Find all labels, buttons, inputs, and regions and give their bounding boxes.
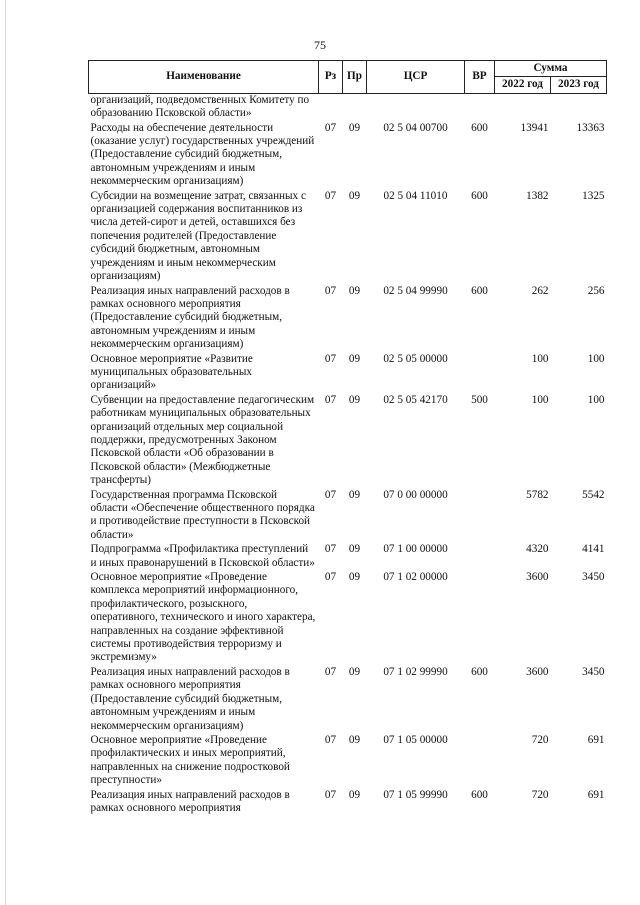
- table-row: [89, 571, 607, 666]
- header-2022: 2022 год: [495, 77, 551, 93]
- header-2023: 2023 год: [551, 77, 607, 93]
- table-row: [89, 285, 607, 353]
- cell-s2022: 3600: [526, 665, 549, 678]
- cell-s2022: 4320: [526, 543, 549, 556]
- cell-pr: 09: [348, 543, 361, 556]
- cell-rz: 07: [324, 284, 337, 297]
- cell-rz: 07: [324, 121, 337, 134]
- cell-s2022: [495, 93, 551, 121]
- cell-csr: [367, 93, 465, 121]
- cell-name: Субвенции на предоставление педагогическим работникам муниципальных образовательных организаций отдельных мер социальной поддержки, предусмотренных Законом Псковской области «Об образовании в Псковской области» (Межбюджетные трансферты): [90, 393, 315, 487]
- cell-pr: 09: [348, 121, 361, 134]
- cell-pr: 09: [348, 284, 361, 297]
- cell-csr: 02 5 05 42170: [383, 393, 448, 406]
- cell-s2023: 4141: [582, 543, 605, 556]
- cell-s2022: 720: [531, 733, 549, 746]
- cell-pr: 09: [348, 352, 361, 365]
- cell-vr: 600: [471, 788, 488, 801]
- cell-rz: 07: [324, 189, 337, 202]
- cell-s2022: 5782: [526, 488, 549, 501]
- cell-s2023: 691: [587, 788, 605, 801]
- header-pr: Пр: [343, 61, 367, 94]
- cell-vr: 600: [471, 121, 488, 134]
- budget-table: [88, 60, 607, 816]
- cell-csr: 07 1 05 99990: [383, 788, 448, 801]
- cell-rz: 07: [324, 788, 337, 801]
- cell-name: Реализация иных направлений расходов в рамках основного мероприятия (Предоставление субсидий бюджетным, автономным учреждениям и иным некоммерческим организациям): [90, 284, 290, 351]
- cell-s2022: 100: [531, 352, 549, 365]
- cell-pr: 09: [348, 788, 361, 801]
- cell-csr: 07 0 00 00000: [383, 488, 448, 501]
- cell-csr: 02 5 04 00700: [383, 121, 448, 134]
- cell-s2023: 5542: [582, 488, 605, 501]
- header-csr: ЦСР: [367, 61, 465, 94]
- cell-csr: 02 5 04 11010: [383, 189, 448, 202]
- cell-s2023: 13363: [576, 121, 605, 134]
- cell-vr: 500: [471, 393, 488, 406]
- table-row: [89, 543, 607, 571]
- cell-name: Основное мероприятие «Проведение профилактических и иных мероприятий, направленных на снижение подростковой преступности»: [90, 733, 290, 787]
- cell-rz: 07: [324, 352, 337, 365]
- cell-pr: 09: [348, 189, 361, 202]
- cell-pr: 09: [348, 571, 361, 584]
- cell-s2023: 100: [587, 393, 605, 406]
- cell-pr: 09: [348, 733, 361, 746]
- header-rz: Рз: [319, 61, 343, 94]
- cell-csr: 02 5 04 99990: [383, 284, 448, 297]
- cell-name: Расходы на обеспечение деятельности (оказание услуг) государственных учреждений (Предоставление субсидий бюджетным, автономным учреждениям и иным некоммерческим организациям): [90, 121, 315, 188]
- cell-rz: [319, 93, 343, 121]
- cell-vr: 600: [471, 284, 488, 297]
- cell-rz: 07: [324, 571, 337, 584]
- cell-vr: [465, 353, 495, 394]
- cell-vr: 600: [471, 189, 488, 202]
- cell-s2022: 262: [531, 284, 549, 297]
- cell-s2023: [551, 93, 607, 121]
- cell-name: Подпрограмма «Профилактика преступлений и иных правонарушений в Псковской области»: [90, 543, 315, 569]
- cell-csr: 07 1 02 00000: [383, 571, 448, 584]
- cell-vr: [465, 543, 495, 571]
- cell-rz: 07: [324, 393, 337, 406]
- cell-vr: [465, 571, 495, 666]
- cell-s2022: 100: [531, 393, 549, 406]
- table-row: [89, 353, 607, 394]
- cell-s2023: 3450: [582, 665, 605, 678]
- cell-vr: [465, 489, 495, 544]
- cell-s2022: 3600: [526, 571, 549, 584]
- cell-rz: 07: [324, 733, 337, 746]
- table-row: [89, 489, 607, 544]
- cell-s2022: 13941: [520, 121, 549, 134]
- cell-csr: 07 1 05 00000: [383, 733, 448, 746]
- cell-rz: 07: [324, 665, 337, 678]
- cell-name: Основное мероприятие «Проведение комплекса мероприятий информационного, профилактического, розыскного, оперативного, технического и иного характера, направленных на создание эффективной системы противодействия терроризму и экстремизму»: [90, 571, 316, 664]
- cell-vr: 600: [471, 665, 488, 678]
- cell-pr: 09: [348, 665, 361, 678]
- header-sum: Сумма: [495, 61, 607, 77]
- cell-s2023: 256: [587, 284, 605, 297]
- cell-vr: [465, 734, 495, 789]
- cell-csr: 07 1 00 00000: [383, 543, 448, 556]
- cell-s2022: 720: [531, 788, 549, 801]
- cell-rz: 07: [324, 488, 337, 501]
- cell-csr: 02 5 05 00000: [383, 352, 448, 365]
- cell-vr: [465, 93, 495, 121]
- cell-s2023: 100: [587, 352, 605, 365]
- cell-s2023: 3450: [582, 571, 605, 584]
- table-row: [89, 190, 607, 285]
- cell-csr: 07 1 02 99990: [383, 665, 448, 678]
- cell-rz: 07: [324, 543, 337, 556]
- cell-name: Реализация иных направлений расходов в рамках основного мероприятия: [90, 788, 290, 814]
- cell-name: Реализация иных направлений расходов в рамках основного мероприятия (Предоставление субсидий бюджетным, автономным учреждениям и иным некоммерческим организациям): [90, 665, 290, 732]
- header-vr: ВР: [465, 61, 495, 94]
- cell-pr: 09: [348, 488, 361, 501]
- cell-name: Государственная программа Псковской области «Обеспечение общественного порядка и противодействие преступности в Псковской области»: [90, 488, 315, 541]
- cell-s2022: 1382: [526, 189, 549, 202]
- cell-s2023: 1325: [582, 189, 605, 202]
- table-row: [89, 734, 607, 789]
- table-row: [89, 122, 607, 190]
- table-row: [89, 394, 607, 489]
- table-body: [89, 93, 607, 816]
- table-row: [89, 666, 607, 734]
- table-header-row: [89, 61, 607, 77]
- scan-fold-line: [5, 0, 6, 905]
- cell-name: Основное мероприятие «Развитие муниципальных образовательных организаций»: [90, 352, 253, 392]
- table-row: [89, 93, 607, 121]
- page-number: 75: [314, 38, 326, 52]
- cell-pr: [343, 93, 367, 121]
- header-name: Наименование: [89, 61, 319, 94]
- cell-pr: 09: [348, 393, 361, 406]
- cell-name: организаций, подведомственных Комитету по образованию Псковской области»: [90, 93, 310, 120]
- cell-name: Субсидии на возмещение затрат, связанных с организацией содержания воспитанников из числа детей-сирот и детей, оставшихся без попечения родителей (Предоставление субсидий бюджетным, автономным учреждениям и иным некоммерческим организациям): [90, 189, 306, 283]
- table-row: [89, 789, 607, 817]
- cell-s2023: 691: [587, 733, 605, 746]
